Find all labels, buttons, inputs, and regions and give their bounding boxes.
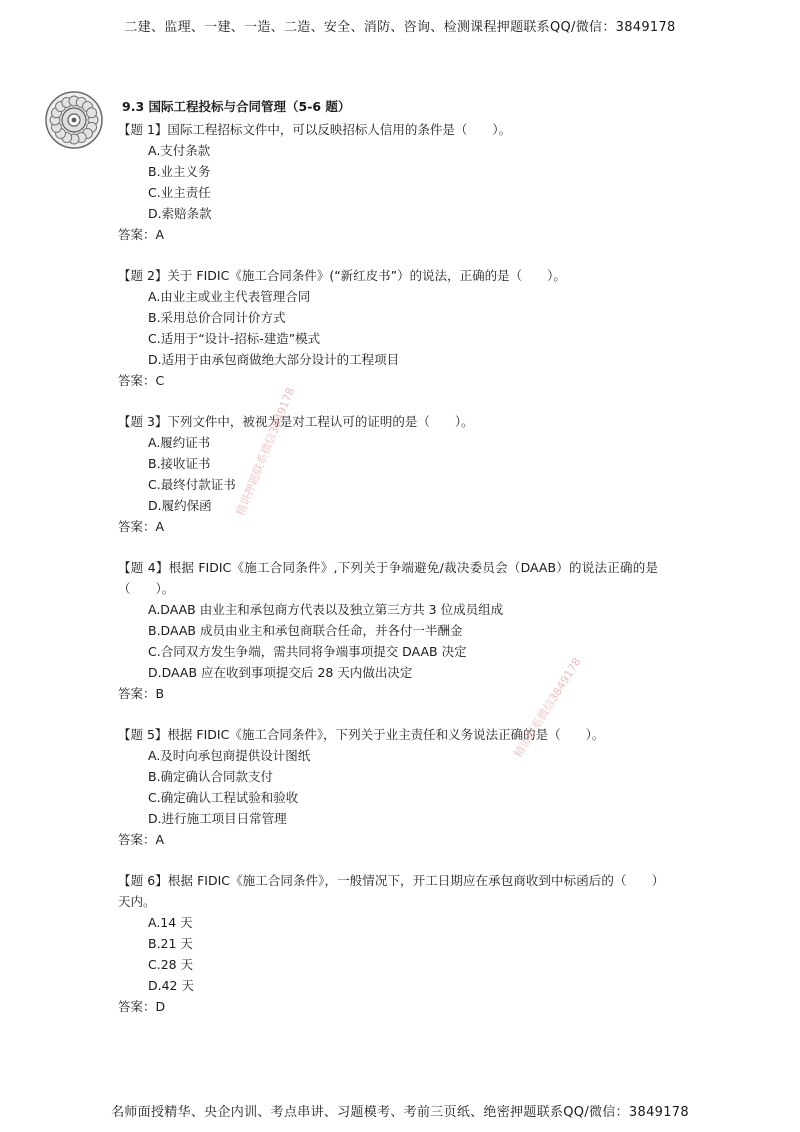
spacer <box>118 537 658 557</box>
section-title: 9.3 国际工程投标与合同管理（5-6 题） <box>122 99 351 114</box>
option-b: B.采用总价合同计价方式 <box>148 310 286 325</box>
option-c: C.确定确认工程试验和验收 <box>148 790 299 805</box>
option-d: D.进行施工项目日常管理 <box>148 811 287 826</box>
answer-line: 答案：B <box>118 686 165 701</box>
option-c: C.最终付款证书 <box>148 477 236 492</box>
option-b: B.接收证书 <box>148 456 211 471</box>
spacer <box>118 850 658 870</box>
option-b: B.确定确认合同款支付 <box>148 769 274 784</box>
answer-line: 答案：A <box>118 832 165 847</box>
question-3 <box>118 411 658 537</box>
option-b: B.业主义务 <box>148 164 211 179</box>
question-stem: 【题 5】根据 FIDIC《施工合同条件》，下列关于业主责任和义务说法正确的是（ ）。 <box>118 727 605 742</box>
option-d: D.索赔条款 <box>148 206 212 221</box>
page-header: 二建、监理、一建、一造、二造、安全、消防、咨询、检测课程押题联系QQ/微信：3849178 <box>124 20 676 35</box>
logo-icon <box>44 90 104 150</box>
option-d: D.DAAB 应在收到事项提交后 28 天内做出决定 <box>148 665 413 680</box>
question-2 <box>118 265 658 391</box>
question-list <box>118 119 658 1017</box>
option-list <box>148 140 658 224</box>
question-stem: 【题 4】根据 FIDIC《施工合同条件》,下列关于争端避免/裁决委员会（DAAB）的说法正确的是（ ）。 <box>118 560 658 596</box>
watermark: 精讲押题联系微信3849178 <box>233 385 298 518</box>
option-b: B.DAAB 成员由业主和承包商联合任命，并各付一半酬金 <box>148 623 463 638</box>
option-c: C.28 天 <box>148 957 194 972</box>
option-a: A.履约证书 <box>148 435 211 450</box>
question-stem: 【题 2】关于 FIDIC《施工合同条件》(“新红皮书”）的说法，正确的是（ ）。 <box>118 268 566 283</box>
option-c: C.业主责任 <box>148 185 211 200</box>
question-stem: 【题 1】国际工程招标文件中，可以反映招标人信用的条件是（ ）。 <box>118 122 512 137</box>
option-d: D.42 天 <box>148 978 194 993</box>
option-c: C.适用于“设计-招标-建造”模式 <box>148 331 321 346</box>
option-d: D.履约保函 <box>148 498 212 513</box>
question-1 <box>118 119 658 245</box>
question-stem: 【题 3】下列文件中，被视为是对工程认可的证明的是（ ）。 <box>118 414 474 429</box>
question-6 <box>118 870 658 1017</box>
option-list <box>148 912 658 996</box>
option-list <box>148 745 658 829</box>
question-5 <box>118 724 658 850</box>
option-a: A.由业主或业主代表管理合同 <box>148 289 311 304</box>
question-4 <box>118 557 658 704</box>
answer-line: 答案：D <box>118 999 166 1014</box>
answer-line: 答案：C <box>118 373 165 388</box>
watermark: 精讲联系微信3849178 <box>511 655 584 760</box>
option-a: A.14 天 <box>148 915 193 930</box>
spacer <box>118 704 658 724</box>
document-body <box>118 98 658 1017</box>
question-stem: 【题 6】根据 FIDIC《施工合同条件》，一般情况下，开工日期应在承包商收到中标函后的（ ）天内。 <box>118 873 658 909</box>
option-d: D.适用于由承包商做绝大部分设计的工程项目 <box>148 352 400 367</box>
option-c: C.合同双方发生争端，需共同将争端事项提交 DAAB 决定 <box>148 644 467 659</box>
option-a: A.DAAB 由业主和承包商方代表以及独立第三方共 3 位成员组成 <box>148 602 504 617</box>
answer-line: 答案：A <box>118 519 165 534</box>
option-list <box>148 286 658 370</box>
option-list <box>148 599 658 683</box>
option-a: A.及时向承包商提供设计图纸 <box>148 748 311 763</box>
option-list <box>148 432 658 516</box>
page-footer: 名师面授精华、央企内训、考点串讲、习题模考、考前三页纸、绝密押题联系QQ/微信：3849178 <box>111 1105 689 1120</box>
option-a: A.支付条款 <box>148 143 211 158</box>
option-b: B.21 天 <box>148 936 193 951</box>
spacer <box>118 391 658 411</box>
spacer <box>118 245 658 265</box>
answer-line: 答案：A <box>118 227 165 242</box>
